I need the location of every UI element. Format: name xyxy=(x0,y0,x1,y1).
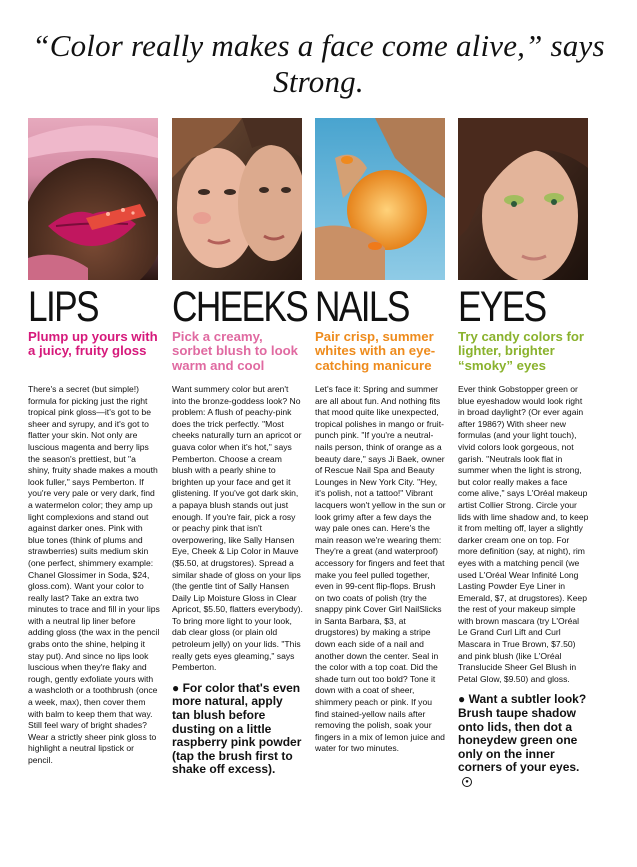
body-text: Want summery color but aren't into the bronze-goddess look? No problem: A flush of peachy-pink does the trick perfectly. "Most cheeks naturally turn an apricot or guava color when it's hot," says Pemberton. Choose a cream blush with a pearly shine to brighten up your face and get it glistening. If you've got dark skin, a papaya blush stands out just enough. If you're fair, pick a rosy or peachy pink that isn't overpowering, like Sally Hansen Eye, Cheek & Lip Color in Mauve ($5.50, at drugstores). Spread a similar shade of gloss on your lips (the gentle tint of Sally Hansen Daily Lip Moisture Gloss in Clear Apricot, $5.50, flatters everybody). To bring more light to your look, dab clear gloss (or plain old petroleum jelly) on your lids. "This really gets eyes gleaming," says Pemberton. xyxy=(172,384,303,673)
section-body-cheeks xyxy=(172,384,304,777)
section-subhead-cheeks: Pick a creamy, sorbet blush to look warm and cool xyxy=(172,329,299,373)
section-body-nails xyxy=(315,384,447,755)
body-text: Let's face it: Spring and summer are all about fun. And nothing fits that mood quite like unexpected, tropical polishes in mango or fruit-punch pink. "If you're a neutral-nails person, think of orange as a beauty dare," says Ji Baek, owner of Rescue Nail Spa and Beauty Lounges in New York City. "Hey, it's polish, not a tattoo!" Vibrant lacquers won't yellow in the sun or look grimy after a few days the way pale ones can. Here's the main reason we're wearing them: They're a great (and waterproof) accessory for fingers and feet that make you feel pulled together, even in 99-cent flip-flops. Brush on two coats of polish (try the snappy pink Cover Girl NailSlicks in Santa Barbara, $3, at drugstores) by making a stripe down each side of a nail and another down the center. Seal in the color with a top coat. Did the shade turn out too bold? Tone it down with a coat of sheer, shimmery peach or pink. If you find stained-yellow nails after removing the polish, soak your fingers in a mix of lemon juice and water for two minutes. xyxy=(315,384,446,754)
tip-text: For color that's even more natural, apply tan blush before dusting on a little raspberry pink powder (tap the brush first to shake off excess). xyxy=(172,680,302,777)
section-title-cheeks: CHEEKS xyxy=(172,283,308,331)
bullet-icon: ● xyxy=(458,692,466,707)
tip-callout xyxy=(172,682,304,777)
lips-photo xyxy=(28,118,158,280)
tip-text: Want a subtler look? Brush taupe shadow onto lids, then dot a honeydew green one only on the inner corners of your eyes. xyxy=(458,692,587,775)
bullet-icon: ● xyxy=(172,680,180,695)
eyes-photo xyxy=(458,118,588,280)
section-subhead-nails: Pair crisp, summer whites with an eye-catching manicure xyxy=(315,329,436,373)
section-title-lips: LIPS xyxy=(28,283,98,331)
body-text: There's a secret (but simple!) formula for picking just the right tropical pink gloss—it's got to be sheer and syrupy, and it's got to flatter your skin. Not only are luscious magenta and berry lips the season's prettiest, but "a shiny, fruity shade makes a mouth look fuller," says Pemberton. If you're very pale or very dark, find a watermelon color; they amp up light complexions and stand out against darker ones. Pink with blue tones (think of plums and strawberries) suits medium skin (one perfect, shimmery example: Chanel Glossimer in Soda, $24, gloss.com). Want your color to really last? Take an extra two minutes to trace and fill in your lips with a neutral lip liner before adding gloss (the wax in the pencil grabs onto the shine, helping it stay put). And since no lips look luscious when they're flaky and rough, gently exfoliate yours with a washcloth or a toothbrush (once a week, max), then cover them with balm to keep them that way. Still feel wary of bright shades? Wear a strictly sheer pink gloss to highlight a neutral lipstick or pencil. xyxy=(28,384,160,765)
section-title-nails: NAILS xyxy=(315,283,409,331)
nails-photo xyxy=(315,118,445,280)
pull-quote-header: “Color really makes a face come alive,” says Strong. xyxy=(32,28,605,99)
section-subhead-lips: Plump up yours with a juicy, fruity gloss xyxy=(28,329,158,359)
cheeks-photo xyxy=(172,118,302,280)
end-mark-icon: ● xyxy=(462,777,472,787)
section-subhead-eyes: Try candy colors for lighter, brighter “smoky” eyes xyxy=(458,329,585,373)
section-title-eyes: EYES xyxy=(458,283,546,331)
body-text: Ever think Gobstopper green or blue eyeshadow would look right in broad daylight? (Or ever again after 1986?) With sheer new formulas (and your light touch), vivid colors look gorgeous, not garish. "Neutrals look flat in summer when the light is strong, but color really makes a face come alive," says L'Oréal makeup artist Collier Strong. Circle your lids with lime shadow and, to keep it from melting off, layer a slightly darker cream one on top. For more definition (say, at night), rim eyes with a matching pencil (we used L'Oréal Wear Infinité Long Lasting Powder Eye Liner in Emerald, $7, at drugstores). Keep the rest of your makeup simple with brown mascara (try L'Oréal Le Grand Curl Lift and Curl Mascara in True Brown, $7.50) and pink blush (like L'Oréal Translucide Sheer Gel Blush in Petal Glow, $9.50) and gloss. xyxy=(458,384,589,684)
tip-callout xyxy=(458,693,590,788)
section-body-eyes xyxy=(458,384,590,789)
section-body-lips xyxy=(28,384,160,767)
